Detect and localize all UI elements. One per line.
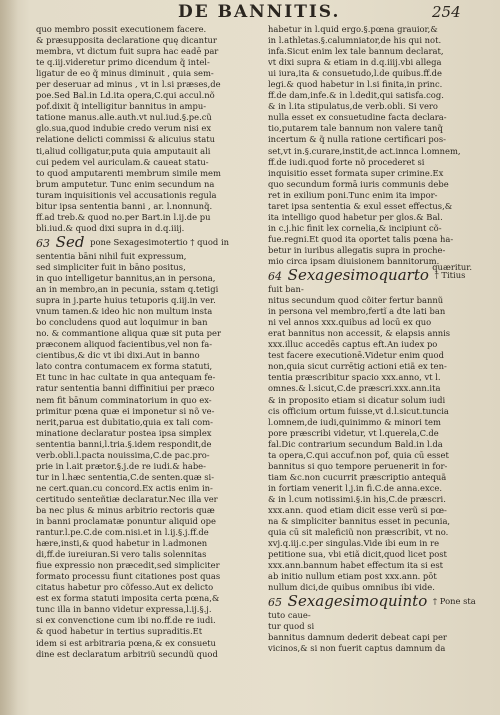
text-line: to quod amputarenti membrum simile mem <box>36 167 221 178</box>
text-line: infa.Sicut enim lex tale bannum declarat, <box>268 46 444 57</box>
section-title: Sexagesimoquinto <box>287 592 428 611</box>
running-title: DE BANNITIS. <box>178 2 341 22</box>
text-line: nem fit bānum comminatorium in quo ex- <box>36 394 212 405</box>
text-line: cis officium ortum fuisse,vt d.l.sicut.tuncia <box>268 405 449 416</box>
text-line: taret ipsa sententia & exul esset effectus,& <box>268 200 453 211</box>
text-line: an in membro,an in pecunia, sstam q.tetigi <box>36 284 219 295</box>
text-line: rantur.l.pe.C.de com.nisi.et in l.ij.§.j.ff.de <box>36 527 209 538</box>
running-head <box>0 2 500 22</box>
text-line: mio circa ipsam diuisionem bannitorum. <box>268 255 440 266</box>
text-line: in l.athletas.§.calumniator,de his qui not. <box>268 35 442 46</box>
section-title: Sed <box>55 232 85 251</box>
text-line: ff.de iudi.quod forte nõ procederet si <box>268 156 425 167</box>
text-line: dine est declaratum arbitriũ secundũ quod <box>36 648 218 659</box>
text-line: verb.obli.l.pacta nouissima,C.de pac.pro- <box>36 449 210 460</box>
text-line: supra in j.parte huius tetuporis q.iij.in ver. <box>36 295 216 306</box>
text-line: fiue expressio non præcedit,sed simpliciter <box>36 560 220 571</box>
text-line: pof.dixit q̃ intelligitur bannitus in ampu- <box>36 101 207 112</box>
text-line: brum amputetur. Tunc enim secundum na <box>36 178 215 189</box>
text-line: certitudo senteñtiæ declaratur.Nec illa ver <box>36 493 218 504</box>
section-lead-text: † Pone sta <box>432 596 476 607</box>
text-line: tur in l.hæc sententia,C.de senten.quæ si- <box>36 471 215 482</box>
right-text-block-b <box>268 284 472 593</box>
text-line: na & simpliciter bannitus esset in pecunia, <box>268 516 451 527</box>
text-line: tatione manus.alle.auth.vt nul.iud.§.pe.cũ <box>36 112 212 123</box>
text-line: & quod habetur in tertius supraditis.Et <box>36 626 203 637</box>
text-line: minatione declaratur postea ipsa simplex <box>36 427 212 438</box>
section-heading-63 <box>36 234 244 251</box>
text-line: hære,insti,& quod habetur in l.admonen <box>36 538 208 549</box>
text-line: relatione delicti commissi & alicuius statu <box>36 134 216 145</box>
text-line: tuto caue- <box>268 610 311 621</box>
text-line: membra, vt dictum fuit supra hac eadē par <box>36 46 219 57</box>
text-line: vnum tamen.& ideo hic non multum insta <box>36 306 213 317</box>
right-column <box>268 24 476 655</box>
text-line: omnes.& l.sicut,C.de præscri.xxx.ann.ita <box>268 383 441 394</box>
text-line: in banni proclamatæ ponuntur aliquid ope <box>36 516 216 527</box>
text-line: lato contra contumacem ex forma statuti, <box>36 361 213 372</box>
text-line: nitus secundum quod cõiter fertur bannũ <box>268 295 444 306</box>
left-text-block-a <box>36 24 244 234</box>
text-line: ita intelligo quod habetur per glos.& Bal. <box>268 211 443 222</box>
text-line: formato processu fiunt citationes post quas <box>36 571 221 582</box>
text-line: ui iura,ita & consuetudo,l.de quibus.ff.de <box>268 68 442 79</box>
text-line: sed simpliciter fuit in bāno positus, <box>36 261 186 272</box>
text-line: xxx.ann. quod etiam dicit esse verũ si pœ- <box>268 504 447 515</box>
text-line: tiam &c.non cucurrit præscriptio antequã <box>268 471 447 482</box>
section-heading-64 <box>268 262 472 285</box>
right-text-block-a <box>268 24 472 267</box>
text-line: & in proposito etiam si dicatur solum iudi <box>268 394 446 405</box>
text-line: in c.j.hic finit lex cornelia,& incipiunt cõ- <box>268 222 442 233</box>
text-line: xxx.illuc accedēs captus eft.An iudex po <box>268 339 438 350</box>
left-text-block-b <box>36 251 244 660</box>
text-line: glo.sua,quod indubie credo verum nisi ex <box>36 123 212 134</box>
text-line: tunc illa in banno videtur expressa,l.ij.§.j. <box>36 604 212 615</box>
text-line: & in l.cum notissimi.§.in his,C.de præscri. <box>268 493 446 504</box>
text-line: pore præscribi videtur, vt l.querela,C.de <box>268 427 439 438</box>
text-line: vicinos,& si non fuerit captus damnum da <box>268 643 446 654</box>
text-line: test facere executionē.Videtur enim quod <box>268 350 444 361</box>
text-line: per deseruar ad minus , vt in l.si præses,de <box>36 79 221 90</box>
section-heading-65 <box>268 592 476 611</box>
section-title: Sexagesimoquarto <box>287 266 429 285</box>
text-line: si ex convenctione cum ibi no.ff.de re iudi. <box>36 615 216 626</box>
section-number: 64 <box>268 270 282 284</box>
text-line: citatus habetur pro cõfesso.Aut ex delicto <box>36 582 214 593</box>
text-line: ti,aliud colligatur,puta quia amputauit ali <box>36 145 211 156</box>
section-tail-text: quæritur. <box>432 262 472 273</box>
left-column <box>36 24 244 660</box>
text-line: inquisitio esset formata super crimine.Ex <box>268 167 444 178</box>
text-line: legi.& quod habetur in l.si finita,in princ. <box>268 79 443 90</box>
text-line: nerit,parua est dubitatio,quia ex tali com- <box>36 416 213 427</box>
text-line: tio,putarem tale bannum non valere tanq̃ <box>268 123 443 134</box>
text-line: poe.Sed Bal.in Ld.ita opera,C.qui accul.nõ <box>36 90 215 101</box>
text-line: in persona vel membro,fertĩ a dte lati ban <box>268 306 446 317</box>
text-line: & præsupposita declaratione quę dicantur <box>36 35 217 46</box>
text-line: præconem aliquod facientibus,vel non fa- <box>36 339 213 350</box>
text-line: primitur pœna quæ ei imponetur si nõ ve- <box>36 405 215 416</box>
text-line: xxx.ann.bannum habet effectum ita si est <box>268 560 444 571</box>
text-line: erat bannitus non accessit, & elapsis annis <box>268 328 451 339</box>
text-line: nullum dici,de quibus omnibus ibi vide. <box>268 582 435 593</box>
text-line: set,vt in.§.curare,instit,de act.innca l.omnem, <box>268 145 461 156</box>
text-line: no. & commantione aliqua quæ sit puta per <box>36 328 221 339</box>
text-line: cientibus,& dic vt ibi dixi.Aut in banno <box>36 350 200 361</box>
text-line: ta opera,C.qui accuf.non pof, quia cū esset <box>268 449 449 460</box>
text-line: bannitus si quo tempore peruenerit in for- <box>268 460 448 471</box>
right-text-block-c <box>268 610 472 654</box>
text-line: tur quod si <box>268 621 315 632</box>
text-line: incertum & q̃ nulla ratione certificari pos- <box>268 134 446 145</box>
text-line: in quo intelligetur bannitus,an in persona, <box>36 272 216 283</box>
section-number: 65 <box>268 596 282 610</box>
text-line: prie in l.ait prætor.§.j.de re iudi.& habe- <box>36 460 206 471</box>
text-line: ab initio nullum etiam post xxx.ann. pōt <box>268 571 437 582</box>
text-line: in fortiam venerit l.j.in fi.C.de anna.exce. <box>268 482 443 493</box>
text-line: l.omnem,de iudi,quinimmo & minori tem <box>268 416 441 427</box>
text-line: nulla esset ex consuetudine facta declara- <box>268 112 447 123</box>
text-line: bannitus damnum dederit debeat capi per <box>268 632 447 643</box>
text-line: betur in iuribus allegatis supra in proche- <box>268 244 446 255</box>
text-line: quia cū sit maleficiũ non præscribit, vt no. <box>268 527 449 538</box>
text-line: xvj.q.iij.c.per singulas.Vide ibi eum in re <box>268 538 440 549</box>
text-line: quo membro possit executionem facere. <box>36 24 207 34</box>
text-line: quo secundum formā iuris communis debe <box>268 178 449 189</box>
text-line: Et tunc in hac cultate in qua antequam fe- <box>36 372 216 383</box>
text-line: ba nec plus & minus arbitrio rectoris quæ <box>36 504 215 515</box>
text-line: sententia bāni nihil fuit expressum, <box>36 250 187 261</box>
text-line: ff.de dam,infe.& in l.dedit,qui satisfa.cog. <box>268 90 444 101</box>
text-line: bitur ipsa sententia banni , ar. l.nonnunq̃. <box>36 200 213 211</box>
text-line: fue.regni.Et quod ita oportet talis pœna ha- <box>268 233 454 244</box>
text-line: petitione sua, vbi etiã dicit,quod licet post <box>268 549 447 560</box>
gutter-shadow <box>0 0 18 715</box>
section-lead-text: pone Sexagesimotertio † quod in <box>90 236 230 247</box>
text-line: fuit ban- <box>268 284 304 295</box>
text-line: bo concludens quod aut loquimur in ban <box>36 317 208 328</box>
text-line: ret in exilium poni.Tunc enim ita impor- <box>268 189 438 200</box>
text-line: ligatur de eo q̃ minus diminuit , quia sem- <box>36 68 214 79</box>
text-line: te q.iij.videretur primo dicendum q̃ intel- <box>36 57 210 68</box>
text-line: habetur in l.quid ergo.§.pœna grauior,& <box>268 24 438 34</box>
text-line: turam inquisitionis vel accusationis regula <box>36 189 217 200</box>
section-lead-text: † Titius <box>434 270 466 281</box>
text-line: ne cert.quan.cu concord.Ex actis enim in- <box>36 482 213 493</box>
text-line: ratur sententia banni diffinitiui per præco <box>36 383 215 394</box>
text-line: tentia præscribitur spacio xxx.anno, vt l. <box>268 372 441 383</box>
text-line: vt dixi supra & etiam in d.q.iiij.vbi allega <box>268 57 442 68</box>
text-line: ni vel annos xxx.quibus ad locū ex quo <box>268 317 432 328</box>
text-line: fal.Dic contrarium secundum Bald.in l.da <box>268 438 443 449</box>
text-line: di,ff.de iureiuran.Si vero talis solennitas <box>36 549 207 560</box>
text-line: ff.ad treb.& quod no.per Bart.in l.ij.de pu <box>36 211 211 222</box>
text-line: bli.iud.& quod dixi supra in d.q.iiij. <box>36 222 185 233</box>
text-line: idem si est arbitraria pœna,& ex consuetu <box>36 637 216 648</box>
text-line: est ex forma statuti imposita certa pœna,& <box>36 593 220 604</box>
text-line: non,quia sicut currētig actioni etiã ex ten- <box>268 361 447 372</box>
section-number: 63 <box>36 236 50 250</box>
text-line: cui pedem vel auriculam.& caueat statu- <box>36 156 209 167</box>
text-line: sententia banni,l.tria.§.idem respondit,de <box>36 438 212 449</box>
text-line: & in l.ita stipulatus,de verb.obli. Si vero <box>268 101 438 112</box>
page-number: 254 <box>432 3 461 21</box>
